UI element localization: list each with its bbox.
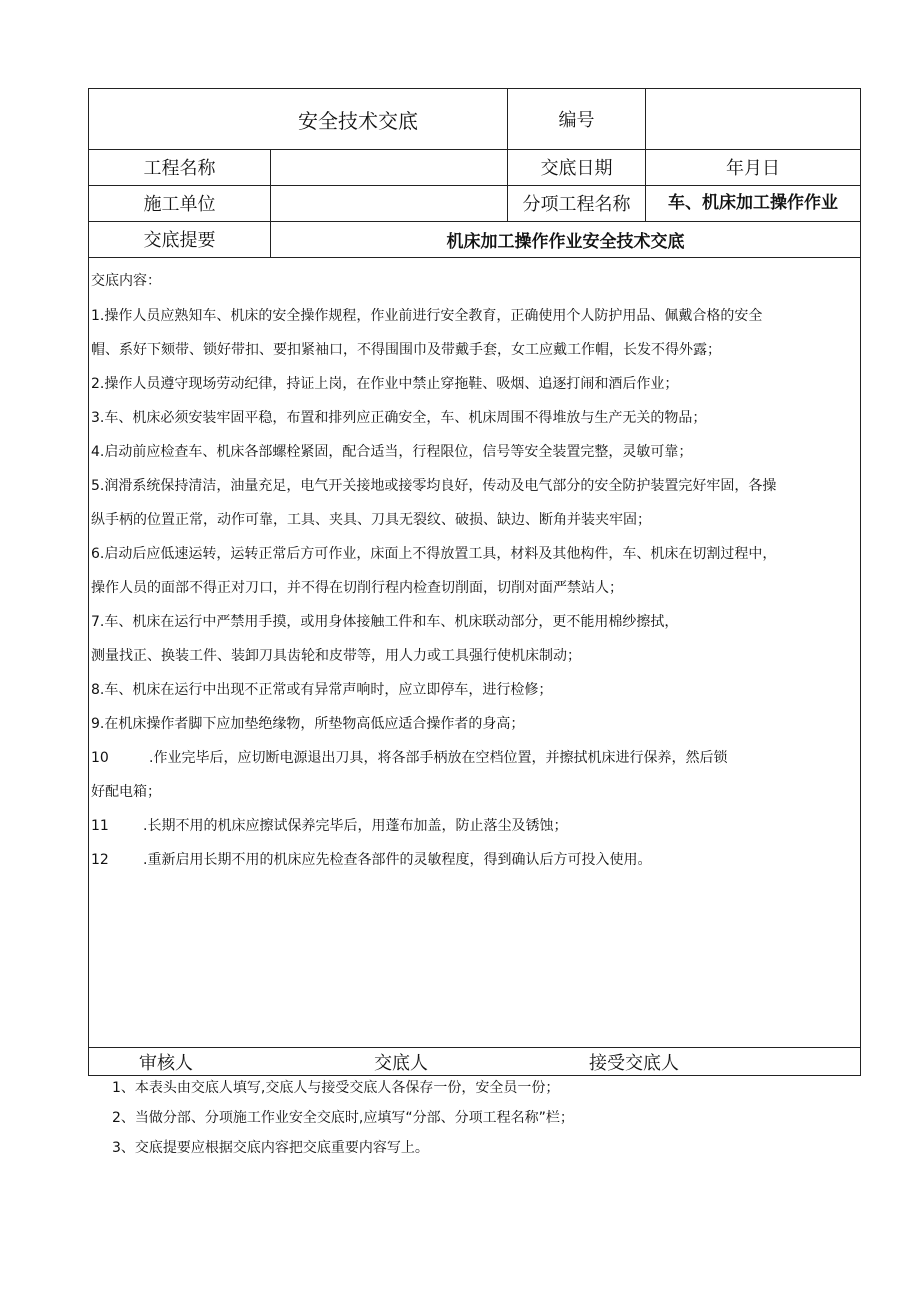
- date-label: 交底日期: [540, 158, 613, 179]
- content-item-10: [91, 741, 860, 775]
- disclosure-content: [89, 259, 860, 1049]
- content-item-12: [91, 843, 860, 877]
- content-line: 4.启动前应检查车、机床各部螺栓紧固，配合适当，行程限位，信号等安全装置完整，灵敏可靠；: [91, 444, 693, 460]
- unit-label: 施工单位: [143, 194, 216, 215]
- content-line: 6.启动后应低速运转，运转正常后方可作业，床面上不得放置工具，材料及其他构件，车、机床在切割过程中，: [91, 546, 777, 562]
- content-line: 9.在机床操作者脚下应加垫绝缘物，所垫物高低应适合操作者的身高；: [91, 716, 525, 732]
- content-item-11: [91, 809, 860, 843]
- row-divider-4: [89, 257, 860, 258]
- form-title: 安全技术交底: [298, 108, 418, 133]
- subproject-value: 车、机床加工操作作业: [668, 192, 838, 213]
- discloser-label: 交底人: [374, 1053, 428, 1074]
- subproject-label: 分项工程名称: [522, 194, 631, 215]
- project-name-label: 工程名称: [143, 158, 216, 179]
- content-line: 5.润滑系统保持清洁，油量充足，电气开关接地或接零均良好，传动及电气部分的安全防护装置完好牢固，各操: [91, 478, 777, 494]
- content-line: 操作人员的面部不得正对刀口，并不得在切削行程内检查切削面，切削对面严禁站人；: [91, 580, 623, 596]
- item-text: .重新启用长期不用的机床应先检查各部件的灵敏程度，得到确认后方可投入使用。: [143, 852, 652, 868]
- item-number: 11: [91, 818, 109, 834]
- receiver-label: 接受交底人: [589, 1053, 679, 1074]
- item-text: .长期不用的机床应擦试保养完毕后，用蓬布加盖，防止落尘及锈蚀；: [143, 818, 568, 834]
- footnotes: [112, 1073, 574, 1163]
- content-item-10-continued: 好配电箱；: [91, 784, 161, 800]
- content-line: 测量找正、换装工件、装卸刀具齿轮和皮带等，用人力或工具强行使机床制动；: [91, 648, 581, 664]
- unit-value: [271, 185, 507, 221]
- reviewer-label: 审核人: [139, 1053, 193, 1074]
- project-name-value: [271, 149, 507, 185]
- item-text: .作业完毕后，应切断电源退出刀具，将各部手柄放在空档位置，并擦拭机床进行保养，然后锁: [149, 750, 728, 766]
- content-line: 纵手柄的位置正常，动作可靠，工具、夹具、刀具无裂纹、破损、缺边、断角并装夹牢固；: [91, 512, 651, 528]
- item-number: 10: [91, 750, 109, 766]
- date-value: 年月日: [726, 158, 780, 179]
- content-line: 1.操作人员应熟知车、机床的安全操作规程，作业前进行安全教育，正确使用个人防护用品、佩戴合格的安全: [91, 308, 763, 324]
- content-line: 2.操作人员遵守现场劳动纪律，持证上岗，在作业中禁止穿拖鞋、吸烟、追逐打闹和酒后作业；: [91, 376, 679, 392]
- disclosure-form: [88, 88, 861, 1076]
- summary-value: 机床加工操作作业安全技术交底: [446, 231, 685, 252]
- content-heading: 交底内容：: [91, 273, 161, 289]
- footnote: 1、本表头由交底人填写,交底人与接受交底人各保存一份，安全员一份；: [112, 1080, 560, 1096]
- content-line: 7.车、机床在运行中严禁用手摸，或用身体接触工件和车、机床联动部分，更不能用棉纱擦拭，: [91, 614, 679, 630]
- number-label: 编号: [558, 110, 595, 131]
- footnote: 2、当做分部、分项施工作业安全交底时,应填写“分部、分项工程名称”栏；: [112, 1110, 574, 1126]
- content-line: 3.车、机床必须安装牢固平稳，布置和排列应正确安全，车、机床周围不得堆放与生产无关的物品；: [91, 410, 707, 426]
- number-value: [646, 89, 860, 149]
- summary-label: 交底提要: [143, 230, 216, 251]
- item-number: 12: [91, 852, 109, 868]
- footnote: 3、交底提要应根据交底内容把交底重要内容写上。: [112, 1140, 429, 1156]
- content-line: 8.车、机床在运行中出现不正常或有异常声响时，应立即停车，进行检修；: [91, 682, 553, 698]
- content-line: 帽、系好下颏带、锁好带扣、要扣紧袖口，不得围围巾及带戴手套，女工应戴工作帽，长发不得外露；: [91, 342, 721, 358]
